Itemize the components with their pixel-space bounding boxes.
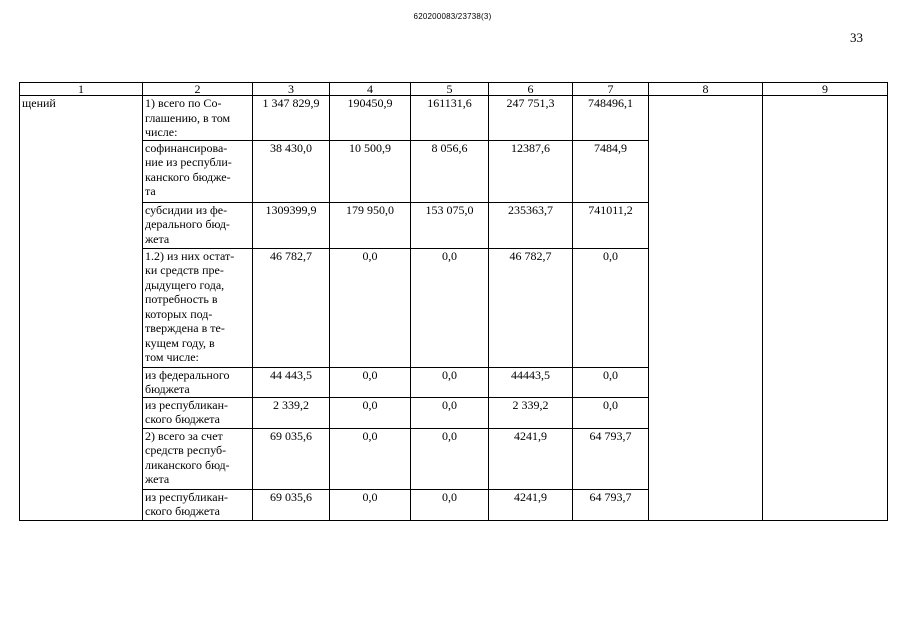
value-cell-col3: 2 339,2: [253, 397, 330, 428]
value-cell-col6: 4241,9: [489, 428, 573, 489]
row-label-line: ского бюджета: [145, 504, 220, 518]
row-label-line: ние из республи-: [145, 155, 232, 169]
value-cell-col5: 0,0: [411, 367, 489, 397]
row-label-line: софинансирова-: [145, 140, 228, 155]
value-cell-col6: 46 782,7: [489, 248, 573, 367]
row-label-cell: [143, 96, 253, 141]
row-label-line: ки средств пре-: [145, 263, 224, 277]
row-label-line: из федерального: [145, 367, 230, 382]
value-cell-col3: 44 443,5: [253, 367, 330, 397]
first-column-cell: щений: [20, 96, 143, 521]
row-label-line: из республикан-: [145, 397, 228, 412]
empty-column-9: [763, 96, 888, 521]
row-label-cell: [143, 202, 253, 248]
value-cell-col6: 4241,9: [489, 489, 573, 520]
header-row: [20, 83, 888, 96]
row-label-line: ского бюджета: [145, 412, 220, 426]
page-number: 33: [850, 30, 863, 45]
value-cell-col4: 0,0: [330, 489, 411, 520]
value-cell-col7: 741011,2: [573, 202, 649, 248]
row-label-line: субсидии из фе-: [145, 202, 228, 217]
row-label-cell: [143, 428, 253, 489]
row-label-line: та: [145, 184, 156, 198]
row-label-line: глашению, в том: [145, 110, 231, 125]
row-label-line: которых под-: [145, 306, 213, 321]
row-label-line: том числе:: [145, 350, 199, 364]
value-cell-col4: 179 950,0: [330, 202, 411, 248]
value-cell-col4: 0,0: [330, 428, 411, 489]
value-cell-col4: 0,0: [330, 397, 411, 428]
row-label-line: кущем году, в: [145, 335, 215, 350]
row-label-line: канского бюдже-: [145, 169, 231, 184]
value-cell-col3: 1 347 829,9: [253, 96, 330, 141]
value-cell-col3: 69 035,6: [253, 428, 330, 489]
column-header-4: 4: [330, 83, 411, 96]
empty-column-8: [649, 96, 763, 521]
row-label-line: числе:: [145, 125, 178, 139]
value-cell-col6: 12387,6: [489, 140, 573, 202]
row-label-cell: [143, 489, 253, 520]
value-cell-col4: 190450,9: [330, 96, 411, 141]
value-cell-col7: 64 793,7: [573, 489, 649, 520]
column-header-9: 9: [763, 83, 888, 96]
row-label-cell: [143, 248, 253, 367]
column-header-8: 8: [649, 83, 763, 96]
value-cell-col5: 8 056,6: [411, 140, 489, 202]
row-label-line: из республикан-: [145, 489, 228, 504]
budget-table: [19, 82, 888, 521]
value-cell-col5: 153 075,0: [411, 202, 489, 248]
value-cell-col7: 0,0: [573, 248, 649, 367]
row-label-cell: [143, 140, 253, 202]
column-header-6: 6: [489, 83, 573, 96]
value-cell-col3: 38 430,0: [253, 140, 330, 202]
value-cell-col3: 46 782,7: [253, 248, 330, 367]
row-label-line: бюджета: [145, 382, 190, 396]
value-cell-col7: 7484,9: [573, 140, 649, 202]
row-label-line: 2) всего за счет: [145, 428, 223, 443]
table-row: [20, 96, 888, 141]
row-label-line: дерального бюд-: [145, 217, 230, 231]
row-label-line: ликанского бюд-: [145, 457, 230, 472]
column-header-3: 3: [253, 83, 330, 96]
row-label-line: жета: [145, 472, 170, 486]
value-cell-col3: 69 035,6: [253, 489, 330, 520]
value-cell-col5: 161131,6: [411, 96, 489, 141]
row-label-cell: [143, 397, 253, 428]
value-cell-col4: 10 500,9: [330, 140, 411, 202]
value-cell-col4: 0,0: [330, 367, 411, 397]
value-cell-col7: 0,0: [573, 397, 649, 428]
row-label-line: жета: [145, 231, 170, 246]
value-cell-col6: 235363,7: [489, 202, 573, 248]
row-label-line: тверждена в те-: [145, 321, 225, 335]
value-cell-col6: 44443,5: [489, 367, 573, 397]
value-cell-col6: 2 339,2: [489, 397, 573, 428]
value-cell-col7: 0,0: [573, 367, 649, 397]
row-label-line: средств респуб-: [145, 443, 227, 457]
value-cell-col3: 1309399,9: [253, 202, 330, 248]
row-label-line: потребность в: [145, 292, 218, 306]
value-cell-col5: 0,0: [411, 489, 489, 520]
value-cell-col7: 748496,1: [573, 96, 649, 141]
column-header-5: 5: [411, 83, 489, 96]
column-header-1: 1: [20, 83, 143, 96]
document-id: 620200083/23738(3): [413, 12, 492, 21]
row-label-cell: [143, 367, 253, 397]
table-body: [20, 96, 888, 521]
column-header-7: 7: [573, 83, 649, 96]
value-cell-col5: 0,0: [411, 397, 489, 428]
column-header-2: 2: [143, 83, 253, 96]
value-cell-col7: 64 793,7: [573, 428, 649, 489]
value-cell-col6: 247 751,3: [489, 96, 573, 141]
row-label-line: 1.2) из них остат-: [145, 248, 235, 263]
row-label-line: 1) всего по Со-: [145, 96, 222, 110]
value-cell-col5: 0,0: [411, 428, 489, 489]
value-cell-col4: 0,0: [330, 248, 411, 367]
row-label-line: дыдущего года,: [145, 277, 225, 292]
value-cell-col5: 0,0: [411, 248, 489, 367]
